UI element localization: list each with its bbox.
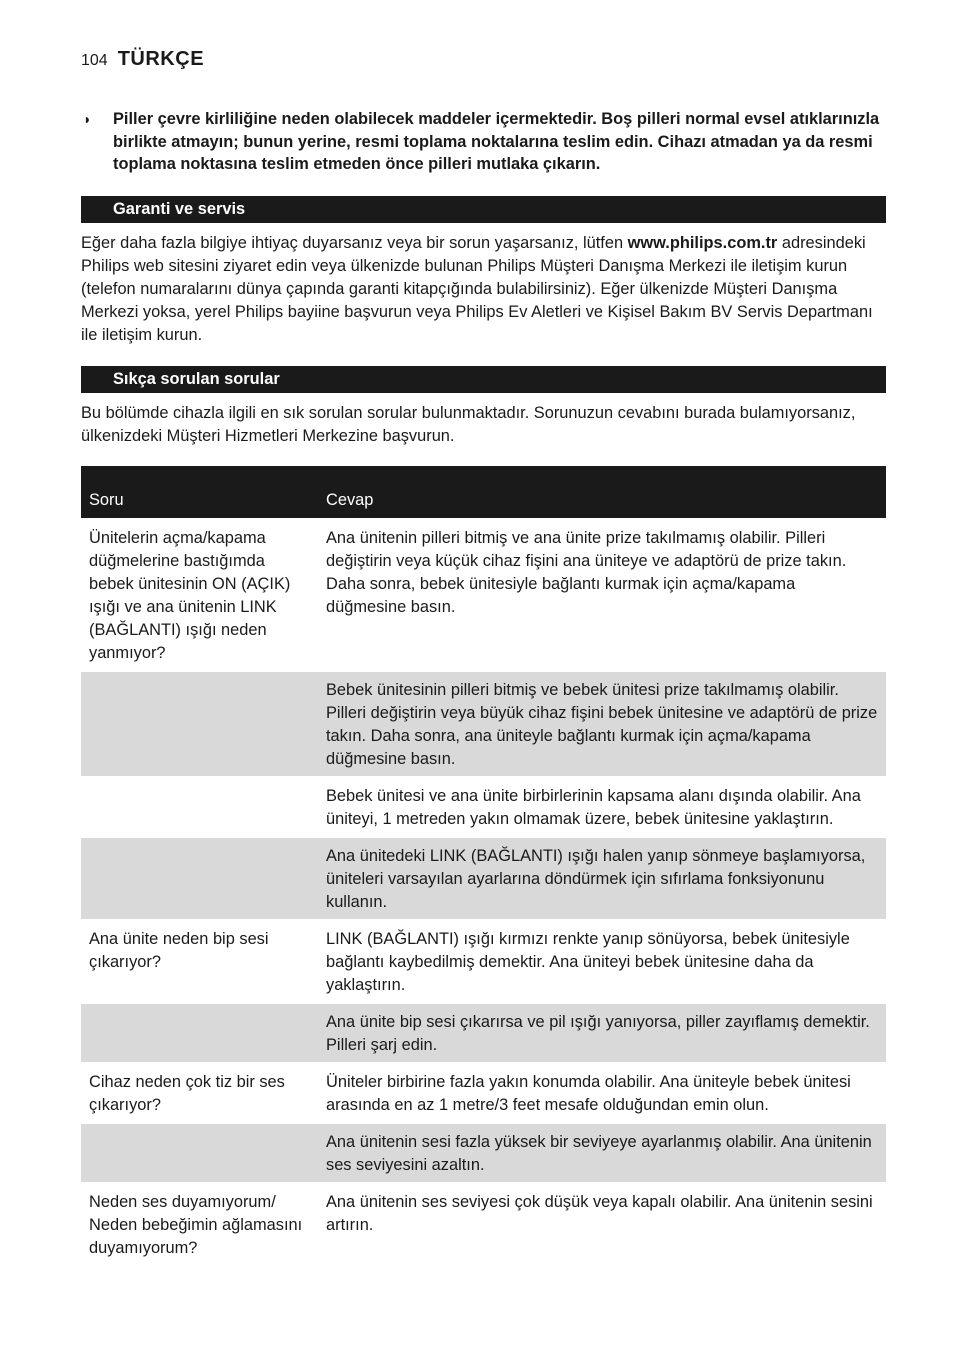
question-cell: Ana ünite neden bip sesi çıkarıyor?	[81, 920, 318, 1003]
column-header-answer: Cevap	[318, 466, 886, 519]
table-row	[81, 1123, 886, 1183]
philips-website-link[interactable]: www.philips.com.tr	[627, 234, 778, 252]
column-header-question: Soru	[81, 466, 318, 519]
table-row	[81, 671, 886, 777]
table-row	[81, 1183, 886, 1265]
answer-cell: Bebek ünitesinin pilleri bitmiş ve bebek ünitesi prize takılmamış olabilir. Pilleri değiştirin veya büyük cihaz fişini bebek ünitesine ve adaptörü de prize takın. Daha sonra, ana üniteyle bağlantı kurmak için açma/kapama düğmesine basın.	[318, 671, 886, 777]
faq-rows	[81, 519, 886, 1265]
faq-header-row	[81, 466, 886, 519]
page-number: 104	[81, 52, 108, 69]
warranty-text-after: adresindeki Philips web sitesini ziyaret edin veya ülkenizde bulunan Philips Müşteri Danışma Merkezi ile iletişim kurun (telefon numaralarını dünya çapında garanti kitapçığında bulabilirsiniz). Eğer ülkenizde Müşteri Danışma Merkezi yoksa, yerel Philips bayiine başvurun veya Philips Ev Aletleri ve Kişisel Bakım BV Servis Departmanı ile iletişim kurun.	[81, 234, 873, 344]
answer-cell: LINK (BAĞLANTI) ışığı kırmızı renkte yanıp sönüyorsa, bebek ünitesiyle bağlantı kaybedilmiş demektir. Ana üniteyi bebek ünitesine daha da yaklaştırın.	[318, 920, 886, 1003]
bullet-icon: ◗	[83, 111, 92, 127]
faq-intro: Bu bölümde cihazla ilgili en sık sorulan sorular bulunmaktadır. Sorunuzun cevabını burada bulamıyorsanız, ülkenizdeki Müşteri Hizmetleri Merkezine başvurun.	[81, 404, 856, 445]
battery-note-text: Piller çevre kirliliğine neden olabilecek maddeler içermektedir. Boş pilleri normal evsel atıklarınızla birlikte atmayın; bunun yerine, resmi toplama noktalarına teslim edin. Cihazı atmadan ya da resmi toplama noktasına teslim etmeden önce pilleri mutlaka çıkarın.	[113, 110, 880, 173]
battery-disposal-note	[81, 108, 886, 176]
question-cell	[81, 1003, 318, 1063]
table-row	[81, 1003, 886, 1063]
table-row	[81, 837, 886, 920]
section-title-warranty: Garanti ve servis	[81, 196, 886, 223]
table-row	[81, 1063, 886, 1123]
table-row	[81, 777, 886, 837]
table-row	[81, 920, 886, 1003]
answer-cell: Ana ünite bip sesi çıkarırsa ve pil ışığı yanıyorsa, piller zayıflamış demektir. Pilleri şarj edin.	[318, 1003, 886, 1063]
question-cell	[81, 837, 318, 920]
language-title: TÜRKÇE	[117, 48, 205, 70]
answer-cell: Ana ünitenin pilleri bitmiş ve ana ünite prize takılmamış olabilir. Pilleri değiştirin veya küçük cihaz fişini ana üniteye ve adaptörü de prize takın. Daha sonra, bebek ünitesiyle bağlantı kurmak için açma/kapama düğmesine basın.	[318, 519, 886, 671]
answer-cell: Ana ünitenin ses seviyesi çok düşük veya kapalı olabilir. Ana ünitenin sesini artırın.	[318, 1183, 886, 1265]
warranty-paragraph	[81, 232, 886, 347]
answer-cell: Ana ünitedeki LINK (BAĞLANTI) ışığı halen yanıp sönmeye başlamıyorsa, üniteleri varsayılan ayarlarına döndürmek için sıfırlama fonksiyonunu kullanın.	[318, 837, 886, 920]
question-cell	[81, 1123, 318, 1183]
answer-cell: Üniteler birbirine fazla yakın konumda olabilir. Ana üniteyle bebek ünitesi arasında en az 1 metre/3 feet mesafe olduğundan emin olun.	[318, 1063, 886, 1123]
question-cell: Ünitelerin açma/kapama düğmelerine bastığımda bebek ünitesinin ON (AÇIK) ışığı ve ana ünitenin LINK (BAĞLANTI) ışığı neden yanmıyor?	[81, 519, 318, 671]
page-header	[81, 48, 204, 71]
question-cell: Cihaz neden çok tiz bir ses çıkarıyor?	[81, 1063, 318, 1123]
answer-cell: Ana ünitenin sesi fazla yüksek bir seviyeye ayarlanmış olabilir. Ana ünitenin ses seviyesini azaltın.	[318, 1123, 886, 1183]
table-row	[81, 519, 886, 671]
question-cell: Neden ses duyamıyorum/ Neden bebeğimin ağlamasını duyamıyorum?	[81, 1183, 318, 1265]
question-cell	[81, 671, 318, 777]
answer-cell: Bebek ünitesi ve ana ünite birbirlerinin kapsama alanı dışında olabilir. Ana üniteyi, 1 metreden yakın olmamak üzere, bebek ünitesine yaklaştırın.	[318, 777, 886, 837]
question-cell	[81, 777, 318, 837]
faq-table	[81, 466, 886, 1265]
warranty-text-before: Eğer daha fazla bilgiye ihtiyaç duyarsanız veya bir sorun yaşarsanız, lütfen	[81, 234, 628, 252]
section-title-faq: Sıkça sorulan sorular	[81, 366, 886, 393]
